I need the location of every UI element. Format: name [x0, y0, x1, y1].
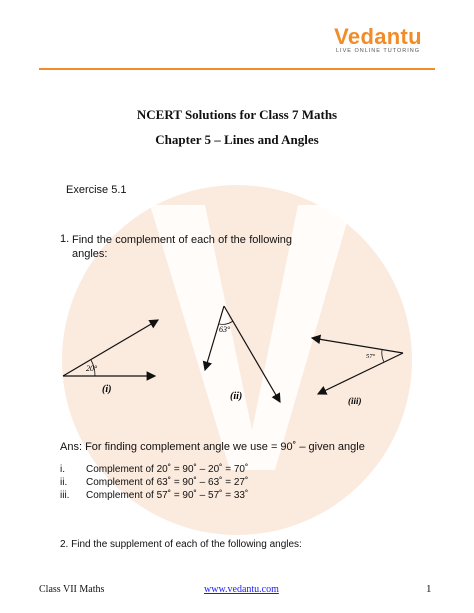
angle-iii-value: 57°	[366, 353, 376, 360]
question-1-number: 1.	[60, 233, 70, 245]
footer-website-link[interactable]: www.vedantu.com	[204, 584, 279, 595]
page-number: 1	[426, 583, 432, 595]
answer-i-number: i.	[60, 464, 65, 475]
exercise-heading: Exercise 5.1	[66, 184, 127, 196]
angle-i-value: 20°	[86, 364, 98, 373]
figure-i	[63, 320, 158, 395]
logo-wordmark: Vedantu	[334, 24, 422, 49]
answer-iii-number: iii.	[60, 490, 70, 501]
question-1-text: Find the complement of each of the following angles:	[72, 234, 292, 260]
header-divider	[39, 68, 435, 70]
answer-i-text: Complement of 20˚ = 90˚ – 20˚ = 70˚	[86, 464, 249, 475]
answer-ii-number: ii.	[60, 477, 68, 488]
footer-class-label: Class VII Maths	[39, 584, 105, 595]
figure-ii-label: (ii)	[230, 391, 243, 402]
answer-ii-text: Complement of 63˚ = 90˚ – 63˚ = 27˚	[86, 477, 249, 488]
angle-figures	[0, 270, 474, 420]
chapter-title: Chapter 5 – Lines and Angles	[155, 132, 319, 147]
figure-iii-label: (iii)	[348, 396, 362, 406]
vedantu-logo[interactable]	[328, 24, 428, 54]
page-title: NCERT Solutions for Class 7 Maths	[136, 107, 338, 122]
answer-intro: Ans: For finding complement angle we use = 90˚ – given angle	[60, 441, 365, 453]
answer-iii-text: Complement of 57˚ = 90˚ – 57˚ = 33˚	[86, 490, 249, 501]
figure-ii	[205, 306, 280, 402]
figure-i-label: (i)	[102, 384, 112, 395]
figure-iii	[312, 338, 403, 406]
angle-ii-value: 63°	[219, 325, 231, 334]
logo-tagline: LIVE ONLINE TUTORING	[336, 48, 420, 54]
question-2-text: 2. Find the supplement of each of the following angles:	[60, 539, 302, 550]
